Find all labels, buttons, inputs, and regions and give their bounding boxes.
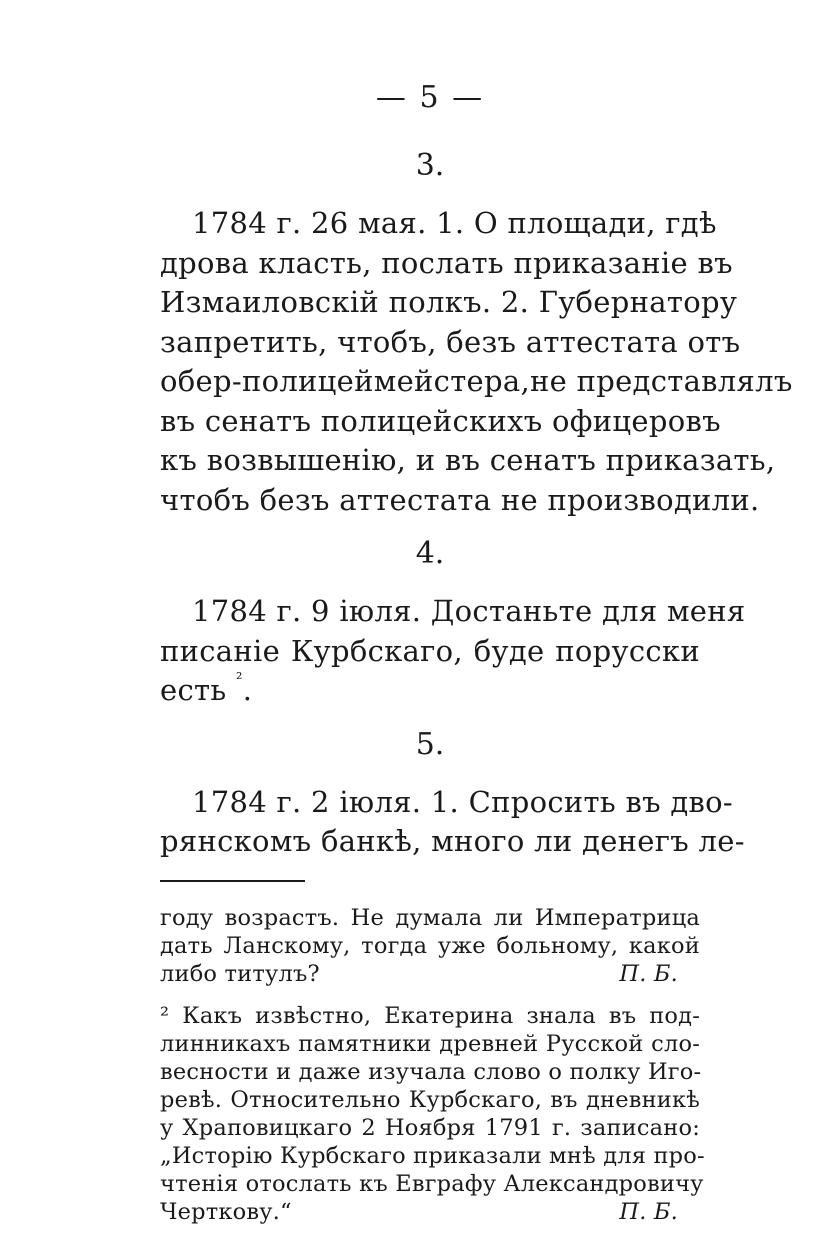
entry-line: въ сенатъ полицейскихъ офицеровъ xyxy=(160,403,721,438)
entry-line: чтобъ безъ аттестата не производили. xyxy=(160,482,760,517)
section-number-4: 4. xyxy=(415,536,445,571)
footnote-2 xyxy=(160,1002,705,1226)
entry-line: запретить, чтобъ, безъ аттестата отъ xyxy=(160,324,741,359)
footnote-continued xyxy=(160,904,700,988)
footnote-line: ревѣ. Относительно Курбскаго, въ дневникѣ xyxy=(160,1086,700,1113)
entry-line: дрова класть, послать приказаніе въ xyxy=(160,245,733,280)
footnote-mark: ² xyxy=(235,669,243,688)
footnote-line-with-signature xyxy=(160,1198,700,1226)
footnote-line: весности и даже изучала слово о полку Иго- xyxy=(160,1058,702,1085)
footnote-line: ² Какъ извѣстно, Екатерина знала въ под- xyxy=(160,1002,700,1029)
entry-line: Измаиловскій полкъ. 2. Губернатору xyxy=(160,285,738,319)
footnote-line-text: Черткову.“ xyxy=(160,1198,292,1225)
footnote-line: дать Ланскому, тогда уже больному, какой xyxy=(160,932,700,959)
entry-line-text: есть xyxy=(160,673,227,707)
footnote-line: чтенія отослать къ Евграфу Александровичу xyxy=(160,1170,704,1197)
footnote-signature: П. Б. xyxy=(619,1198,678,1225)
entry-section-4 xyxy=(160,592,746,711)
entry-section-3 xyxy=(160,204,793,520)
footnote-line: линникахъ памятники древней Русской сло- xyxy=(160,1030,700,1057)
footnote-separator xyxy=(160,880,305,882)
footnote-line-with-signature xyxy=(160,960,700,988)
footnotes xyxy=(160,904,705,1226)
book-page xyxy=(160,78,793,1240)
footnote-line: у Храповицкаго 2 Ноября 1791 г. записано: xyxy=(160,1114,700,1141)
footnote-signature: П. Б. xyxy=(619,960,678,987)
entry-line: рянскомъ банкѣ, много ли денегъ ле- xyxy=(160,824,745,858)
footnote-line: „Исторію Курбскаго приказали мнѣ для про- xyxy=(160,1142,705,1169)
entry-section-5 xyxy=(160,783,745,862)
entry-line: обер-полицеймейстера,не представлялъ xyxy=(160,364,793,398)
entry-line: къ возвышенію, и въ сенатъ приказать, xyxy=(160,443,776,477)
section-number-3: 3. xyxy=(415,148,445,183)
entry-line-with-footnote: есть $^{^2}$. xyxy=(160,669,253,707)
entry-line: 1784 г. 2 іюля. 1. Спросить въ дво- xyxy=(192,784,733,819)
footnote-line-text: либо титулъ? xyxy=(160,960,320,987)
entry-line: писаніе Курбскаго, буде порусски xyxy=(160,633,700,668)
section-number-5: 5. xyxy=(415,726,445,762)
entry-line: 1784 г. 9 іюля. Достаньте для меня xyxy=(192,594,746,628)
entry-line: 1784 г. 26 мая. 1. О площади, гдѣ xyxy=(192,206,717,240)
page-number: — 5 — xyxy=(375,80,485,115)
footnote-line: году возрастъ. Не думала ли Императрица xyxy=(160,904,700,931)
